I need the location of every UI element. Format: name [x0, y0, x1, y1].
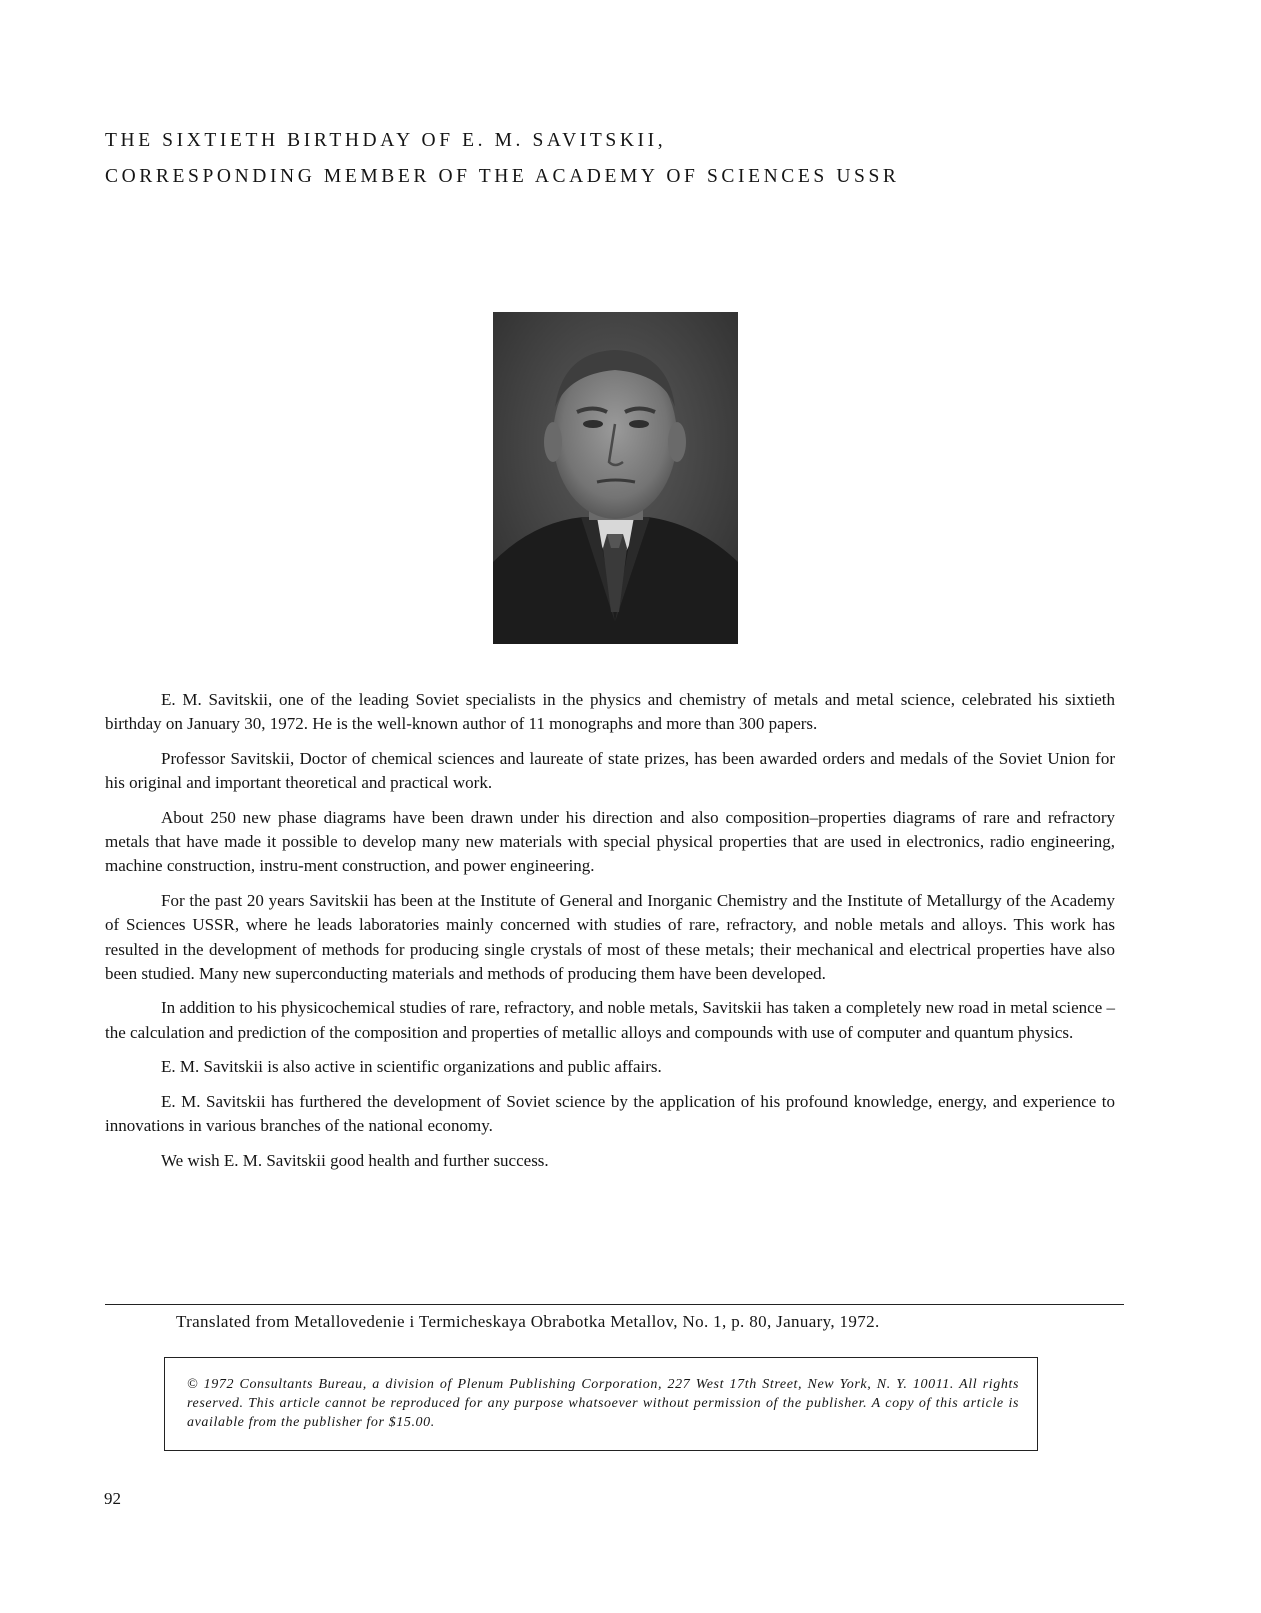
article-body [105, 688, 1115, 1183]
footnote-divider [105, 1304, 1124, 1305]
portrait-photo [493, 312, 738, 644]
translation-source-note: Translated from Metallovedenie i Termicheskaya Obrabotka Metallov, No. 1, p. 80, January, 1972. [176, 1312, 880, 1331]
paragraph: Professor Savitskii, Doctor of chemical sciences and laureate of state prizes, has been awarded orders and medals of the Soviet Union for his original and important theoretical and practical work. [105, 748, 1115, 793]
copyright-notice: © 1972 Consultants Bureau, a division of Plenum Publishing Corporation, 227 West 17th Street, New York, N. Y. 10011. All rights reserved. This article cannot be reproduced for any purpose whatsoever without permission of the publisher. A copy of this article is available from the publisher for $15.00. [187, 1377, 1019, 1430]
copyright-box [164, 1357, 1038, 1451]
article-title-line-2: CORRESPONDING MEMBER OF THE ACADEMY OF SCIENCES USSR [105, 166, 900, 187]
article-title-line-1: THE SIXTIETH BIRTHDAY OF E. M. SAVITSKII, [105, 130, 667, 151]
paragraph: E. M. Savitskii is also active in scientific organizations and public affairs. [161, 1057, 662, 1077]
portrait-icon [493, 312, 738, 644]
paragraph: E. M. Savitskii has furthered the development of Soviet science by the application of his profound knowledge, energy, and experience to innovations in various branches of the national economy. [105, 1091, 1115, 1136]
paragraph: E. M. Savitskii, one of the leading Soviet specialists in the physics and chemistry of metals and metal science, celebrated his sixtieth birthday on January 30, 1972. He is the well-known author of 11 monographs and more than 300 papers. [105, 690, 1115, 734]
page-number: 92 [104, 1489, 121, 1508]
paragraph: About 250 new phase diagrams have been drawn under his direction and also composition–properties diagrams of rare and refractory metals that have made it possible to develop many new materials with special physical properties that are used in electronics, radio engineering, machine construction, instru-ment construction, and power engineering. [105, 807, 1115, 876]
paragraph: We wish E. M. Savitskii good health and further success. [161, 1150, 549, 1170]
paragraph: For the past 20 years Savitskii has been at the Institute of General and Inorganic Chemistry and the Institute of Metallurgy of the Academy of Sciences USSR, where he leads laboratories mainly concerned with studies of rare, refractory, and noble metals and alloys. This work has resulted in the development of methods for producing single crystals of most of these metals; their mechanical and electrical properties have also been studied. Many new superconducting materials and methods of producing them have been developed. [105, 890, 1115, 984]
paragraph: In addition to his physicochemical studies of rare, refractory, and noble metals, Savitskii has taken a completely new road in metal science – the calculation and prediction of the composition and properties of metallic alloys and compounds with use of computer and quantum physics. [105, 998, 1115, 1042]
